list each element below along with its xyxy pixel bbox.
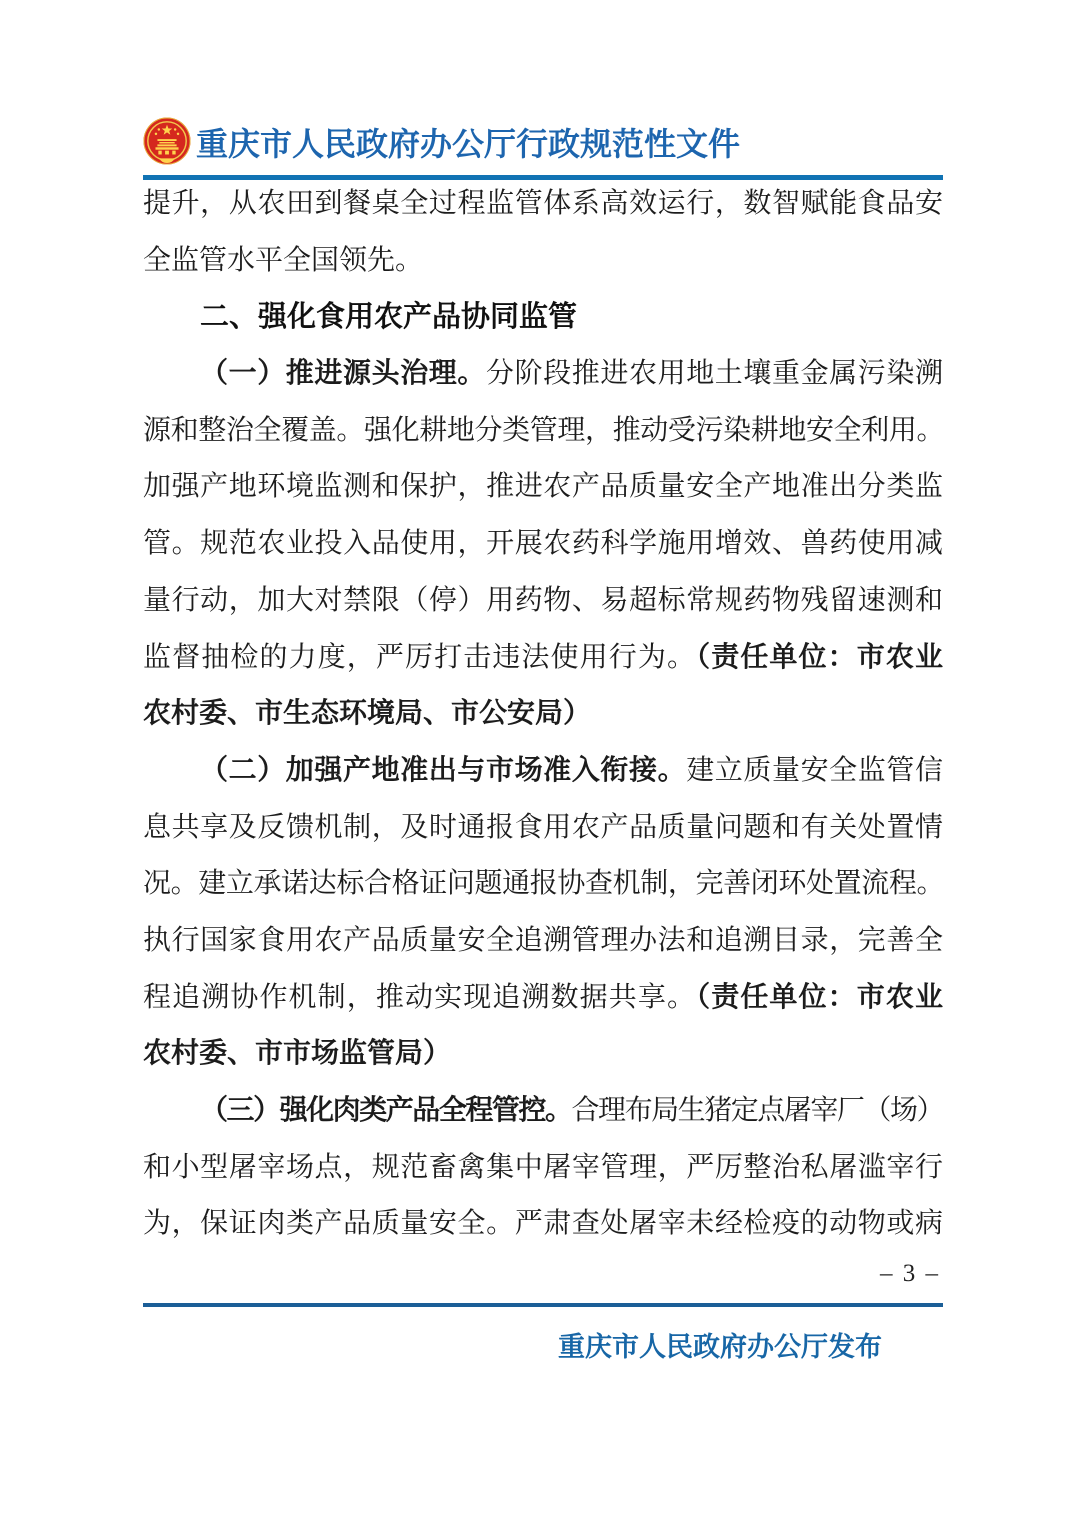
text-segment: 加强产地环境监测和保护，推进农产品质量安全产地准出分类监 — [143, 471, 943, 503]
text-line — [143, 176, 943, 233]
text-line — [143, 686, 943, 743]
bold-text-segment: 二、强化食用农产品协同监管 — [200, 301, 578, 334]
text-line — [143, 1140, 943, 1197]
text-segment: 提升，从农田到餐桌全过程监管体系高效运行，数智赋能食品安 — [143, 188, 943, 219]
bold-text-segment: （责任单位：市农业 — [696, 981, 943, 1013]
text-segment: 况。建立承诺达标合格证问题通报协查机制，完善闭环处置流程。 — [143, 868, 943, 900]
text-segment: 程追溯协作机制，推动实现追溯数据共享。 — [143, 981, 697, 1013]
text-line — [143, 856, 943, 913]
text-line — [143, 459, 943, 516]
text-line — [143, 913, 943, 970]
text-line — [143, 346, 943, 403]
bold-text-segment: （三）强化肉类产品全程管控。 — [200, 1095, 572, 1126]
text-segment: 为，保证肉类产品质量安全。严肃查处屠宰未经检疫的动物或病 — [143, 1208, 943, 1240]
text-segment: 全监管水平全国领先。 — [143, 244, 424, 276]
national-emblem-icon — [143, 117, 191, 167]
text-line — [143, 1026, 943, 1083]
bold-text-segment: 农村委、市生态环境局、市公安局） — [143, 698, 592, 730]
text-line — [143, 516, 943, 573]
document-header-title: 重庆市人民政府办公厅行政规范性文件 — [196, 126, 741, 162]
section-heading — [143, 289, 943, 346]
text-segment: 分阶段推进农用地土壤重金属污染溯 — [486, 358, 943, 390]
document-header — [143, 114, 943, 170]
text-segment: 监督抽检的力度，严厉打击违法使用行为。 — [143, 641, 697, 673]
text-segment: 源和整治全覆盖。强化耕地分类管理，推动受污染耕地安全利用。 — [143, 414, 943, 446]
text-segment: 合理布局生猪定点屠宰厂（场） — [571, 1095, 943, 1126]
footer-rule — [143, 1303, 943, 1307]
text-line — [143, 1196, 943, 1253]
bold-text-segment: 农村委、市市场监管局） — [143, 1038, 452, 1070]
page-number: – 3 – — [880, 1260, 940, 1287]
bold-text-segment: （二）加强产地准出与市场准入衔接。 — [200, 754, 687, 786]
text-line — [143, 233, 943, 290]
text-line — [143, 403, 943, 460]
text-line — [143, 800, 943, 857]
text-segment: 执行国家食用农产品质量安全追溯管理办法和追溯目录，完善全 — [143, 924, 943, 956]
text-segment: 和小型屠宰场点，规范畜禽集中屠宰管理，严厉整治私屠滥宰行 — [143, 1151, 943, 1183]
text-segment: 息共享及反馈机制，及时通报食用农产品质量问题和有关处置情 — [143, 811, 943, 843]
bold-text-segment: （一）推进源头治理。 — [200, 358, 486, 390]
text-segment: 建立质量安全监管信 — [686, 754, 943, 786]
text-line — [143, 970, 943, 1027]
text-segment: 管。规范农业投入品使用，开展农药科学施用增效、兽药使用减 — [143, 528, 943, 560]
document-body — [143, 176, 943, 1253]
publisher-label: 重庆市人民政府办公厅发布 — [558, 1332, 882, 1362]
text-line — [143, 1083, 943, 1140]
text-line — [143, 573, 943, 630]
bold-text-segment: （责任单位：市农业 — [696, 641, 943, 673]
text-line — [143, 630, 943, 687]
text-segment: 量行动，加大对禁限（停）用药物、易超标常规药物残留速测和 — [143, 584, 943, 616]
text-line — [143, 743, 943, 800]
